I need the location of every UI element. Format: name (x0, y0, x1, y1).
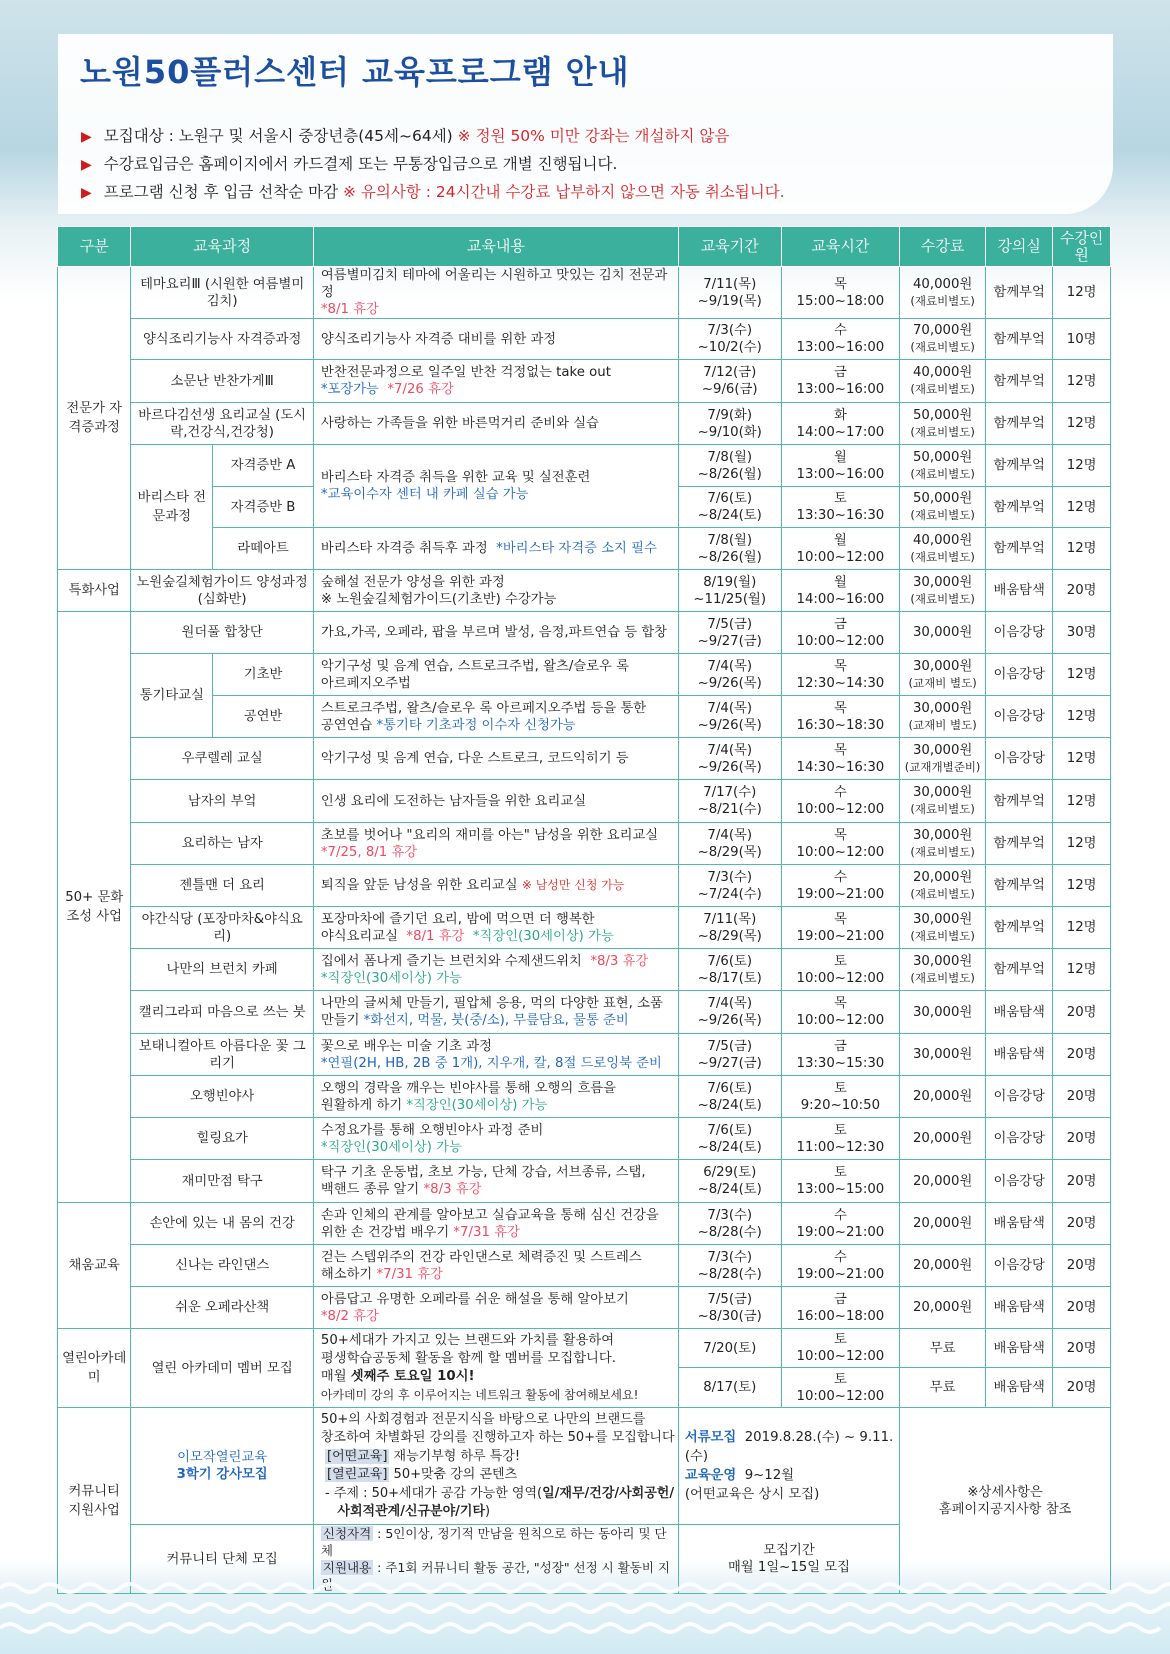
capacity: 12명 (1053, 360, 1111, 403)
bullet-note: ※ 정원 50% 미만 강좌는 개설하지 않음 (457, 127, 730, 145)
course-content: 아름답고 유명한 오페라를 쉬운 해설을 통해 알아보기 *8/2 휴강 (313, 1287, 678, 1329)
period: 7/4(목) ~9/26(목) (678, 654, 781, 696)
fee: 20,000원 (900, 1287, 986, 1329)
room: 이음강당 (986, 696, 1053, 738)
capacity: 12명 (1053, 823, 1111, 865)
capacity: 12명 (1053, 738, 1111, 780)
course-content: 숲해설 전문가 양성을 위한 과정 ※ 노원숲길체험가이드(기초반) 수강가능 (313, 570, 678, 612)
capacity: 12명 (1053, 267, 1111, 319)
period: 7/6(토) ~8/24(토) (678, 1118, 781, 1160)
fee: 20,000원 (900, 1245, 986, 1287)
course-content: 초보를 벗어나 "요리의 재미를 아는" 남성을 위한 요리교실 *7/25, 8/1 휴강 (313, 823, 678, 865)
time: 토 9:20~10:50 (781, 1076, 900, 1118)
course-name: 보태니컬아트 아름다운 꽃 그리기 (131, 1034, 313, 1076)
table-row (58, 696, 1111, 738)
col-fee: 수강료 (900, 227, 986, 267)
program-table (57, 226, 1111, 1594)
table-row (58, 360, 1111, 403)
period: 7/3(수) ~10/2(수) (678, 319, 781, 360)
course-content: 악기구성 및 음계 연습, 다운 스트로크, 코드익히기 등 (313, 738, 678, 780)
col-room: 강의실 (986, 227, 1053, 267)
wave-decoration (0, 1578, 1170, 1654)
course-content: 탁구 기초 운동법, 초보 가능, 단체 강습, 서브종류, 스탭, 백핸드 종류 알기 *8/3 휴강 (313, 1160, 678, 1203)
room: 함께부엌 (986, 949, 1053, 991)
room: 이음강당 (986, 612, 1053, 654)
time: 토 10:00~12:00 (781, 1368, 900, 1408)
course-name: 우쿠렐레 교실 (131, 738, 313, 780)
capacity: 20명 (1053, 1287, 1111, 1329)
fee: 30,000원 (900, 612, 986, 654)
table-row (58, 865, 1111, 907)
time: 월 10:00~12:00 (781, 528, 900, 570)
fee: 40,000원 (재료비별도) (900, 267, 986, 319)
time: 수 19:00~21:00 (781, 1203, 900, 1245)
course-content: 집에서 폼나게 즐기는 브런치와 수제샌드위치 *8/3 휴강 *직장인(30세이상) 가능 (313, 949, 678, 991)
table-row (58, 528, 1111, 570)
capacity: 12명 (1053, 949, 1111, 991)
course-content: 포장마차에 즐기던 요리, 밤에 먹으면 더 행복한 야식요리교실 *8/1 휴강 *직장인(30세이상) 가능 (313, 907, 678, 949)
table-row (58, 403, 1111, 445)
room: 함께부엌 (986, 319, 1053, 360)
room: 배움탐색 (986, 991, 1053, 1034)
subgroup-label: 통기타교실 (131, 654, 213, 738)
capacity: 20명 (1053, 1034, 1111, 1076)
time: 금 13:00~16:00 (781, 360, 900, 403)
course-content: 50+세대가 가지고 있는 브랜드와 가치를 활용하여 평생학습공동체 활동을 함께 할 멤버를 모집합니다. 매월 셋째주 토요일 10시! 아카데미 강의 후 이루어지는 네트워크 활동에 참여해보세요! (313, 1329, 678, 1408)
bullet-note: ※ 유의사항 : 24시간내 수강료 납부하지 않으면 자동 취소됩니다. (342, 183, 785, 201)
table-row (58, 1287, 1111, 1329)
bullet-1 (81, 124, 729, 146)
room: 배움탐색 (986, 1287, 1053, 1329)
fee: 20,000원 (재료비별도) (900, 865, 986, 907)
course-name: 자격증반 B (213, 487, 314, 528)
period: 7/11(목) ~8/29(목) (678, 907, 781, 949)
period: 7/9(화) ~9/10(화) (678, 403, 781, 445)
capacity: 20명 (1053, 991, 1111, 1034)
course-name: 기초반 (213, 654, 314, 696)
table-row (58, 1160, 1111, 1203)
course-content: 오행의 경락을 깨우는 빈야사를 통해 오행의 흐름을 원활하게 하기 *직장인(30세이상) 가능 (313, 1076, 678, 1118)
fee: 40,000원 (재료비별도) (900, 528, 986, 570)
course-content: 여름별미김치 테마에 어울리는 시원하고 맛있는 김치 전문과정 *8/1 휴강 (313, 267, 678, 319)
course-name: 커뮤니티 단체 모집 (131, 1525, 313, 1594)
course-content: 인생 요리에 도전하는 남자들을 위한 요리교실 (313, 780, 678, 823)
course-name: 라떼아트 (213, 528, 314, 570)
table-row (58, 991, 1111, 1034)
page-title: 노원50플러스센터 교육프로그램 안내 (80, 53, 630, 91)
fee: 40,000원 (재료비별도) (900, 360, 986, 403)
col-time: 교육시간 (781, 227, 900, 267)
period: 7/17(수) ~8/21(수) (678, 780, 781, 823)
room: 배움탐색 (986, 1329, 1053, 1368)
fee: 30,000원 (재료비별도) (900, 823, 986, 865)
time: 목 10:00~12:00 (781, 991, 900, 1034)
course-name: 노원숲길체험가이드 양성과정 (심화반) (131, 570, 313, 612)
group-label: 특화사업 (58, 570, 131, 612)
period: 7/3(수) ~8/28(수) (678, 1203, 781, 1245)
table-row (58, 1329, 1111, 1368)
capacity: 20명 (1053, 1076, 1111, 1118)
room: 이음강당 (986, 654, 1053, 696)
capacity: 12명 (1053, 487, 1111, 528)
group-label: 50+ 문화조성 사업 (58, 612, 131, 1203)
fee: 30,000원 (재료비별도) (900, 570, 986, 612)
course-name: 젠틀맨 더 요리 (131, 865, 313, 907)
table-row (58, 654, 1111, 696)
time: 수 10:00~12:00 (781, 780, 900, 823)
course-content: 바리스타 자격증 취득을 위한 교육 및 실전훈련 *교육이수자 센터 내 카페 실습 가능 (313, 445, 678, 528)
period: 7/5(금) ~9/27(금) (678, 612, 781, 654)
bullet-text: 모집대상 : 노원구 및 서울시 중장년층(45세~64세) (103, 127, 453, 145)
table-row (58, 570, 1111, 612)
period: 7/12(금) ~9/6(금) (678, 360, 781, 403)
table-row (58, 1118, 1111, 1160)
time: 목 12:30~14:30 (781, 654, 900, 696)
room: 함께부엌 (986, 780, 1053, 823)
room: 이음강당 (986, 738, 1053, 780)
room: 함께부엌 (986, 907, 1053, 949)
col-content: 교육내용 (313, 227, 678, 267)
period: 7/5(금) ~9/27(금) (678, 1034, 781, 1076)
course-name: 이모작열린교육 3학기 강사모집 (131, 1408, 313, 1525)
fee: 30,000원 (교재비 별도) (900, 696, 986, 738)
room: 함께부엌 (986, 487, 1053, 528)
course-content: 바리스타 자격증 취득후 과정 *바리스타 자격증 소지 필수 (313, 528, 678, 570)
fee: 50,000원 (재료비별도) (900, 445, 986, 487)
capacity: 20명 (1053, 1368, 1111, 1408)
course-name: 나만의 브런치 카페 (131, 949, 313, 991)
period: 7/5(금) ~8/30(금) (678, 1287, 781, 1329)
fee: 50,000원 (재료비별도) (900, 403, 986, 445)
course-name: 손안에 있는 내 몸의 건강 (131, 1203, 313, 1245)
table-row (58, 612, 1111, 654)
capacity: 20명 (1053, 1329, 1111, 1368)
course-name: 테마요리Ⅲ (시원한 여름별미김치) (131, 267, 313, 319)
col-period: 교육기간 (678, 227, 781, 267)
capacity: 12명 (1053, 445, 1111, 487)
course-name: 오행빈야사 (131, 1076, 313, 1118)
course-content: 꽃으로 배우는 미술 기초 과정 *연필(2H, HB, 2B 중 1개), 지우개, 칼, 8절 드로잉북 준비 (313, 1034, 678, 1076)
capacity: 12명 (1053, 907, 1111, 949)
period: 7/11(목) ~9/19(목) (678, 267, 781, 319)
fee: 30,000원 (교재개별준비) (900, 738, 986, 780)
bullet-text: 수강료입금은 홈페이지에서 카드결제 또는 무통장입금으로 개별 진행됩니다. (103, 155, 618, 173)
course-content: 수정요가를 통해 오행빈야사 과정 준비 *직장인(30세이상) 가능 (313, 1118, 678, 1160)
capacity: 12명 (1053, 528, 1111, 570)
period: 6/29(토) ~8/24(토) (678, 1160, 781, 1203)
time: 목 14:30~16:30 (781, 738, 900, 780)
course-content: 사랑하는 가족들을 위한 바른먹거리 준비와 실습 (313, 403, 678, 445)
capacity: 12명 (1053, 654, 1111, 696)
course-name: 힐링요가 (131, 1118, 313, 1160)
capacity: 12명 (1053, 780, 1111, 823)
room: 함께부엌 (986, 528, 1053, 570)
fee: 30,000원 (900, 991, 986, 1034)
room: 이음강당 (986, 1118, 1053, 1160)
capacity: 30명 (1053, 612, 1111, 654)
capacity: 20명 (1053, 1203, 1111, 1245)
room: 함께부엌 (986, 360, 1053, 403)
fee: 20,000원 (900, 1076, 986, 1118)
capacity: 20명 (1053, 1160, 1111, 1203)
bullet-text: 프로그램 신청 후 입금 선착순 마감 (103, 183, 339, 201)
period: 7/6(토) ~8/17(토) (678, 949, 781, 991)
col-cat: 구분 (58, 227, 131, 267)
course-content: 가요,가곡, 오페라, 팝을 부르며 발성, 음정,파트연습 등 합창 (313, 612, 678, 654)
course-name: 캘리그라피 마음으로 쓰는 붓 (131, 991, 313, 1034)
course-name: 공연반 (213, 696, 314, 738)
time: 월 14:00~16:00 (781, 570, 900, 612)
time: 화 14:00~17:00 (781, 403, 900, 445)
detail-note: ※상세사항은 홈페이지공지사항 참조 (900, 1408, 1111, 1594)
time: 목 15:00~18:00 (781, 267, 900, 319)
capacity: 12명 (1053, 696, 1111, 738)
bullet-3 (81, 180, 785, 202)
capacity: 20명 (1053, 1118, 1111, 1160)
time: 토 10:00~12:00 (781, 949, 900, 991)
fee: 20,000원 (900, 1118, 986, 1160)
table-row (58, 1076, 1111, 1118)
period: 7/4(목) ~9/26(목) (678, 696, 781, 738)
course-name: 요리하는 남자 (131, 823, 313, 865)
fee: 50,000원 (재료비별도) (900, 487, 986, 528)
fee: 30,000원 (재료비별도) (900, 780, 986, 823)
time: 수 13:00~16:00 (781, 319, 900, 360)
fee: 무료 (900, 1368, 986, 1408)
course-content: 신청자격 : 5인이상, 정기적 만남을 원칙으로 하는 동아리 및 단체 지원내용 : 주1회 커뮤니티 활동 공간, "성장" 선정 시 활동비 지원 (313, 1525, 678, 1594)
room: 배움탐색 (986, 1368, 1053, 1408)
period: 7/6(토) ~8/24(토) (678, 487, 781, 528)
course-content: 반찬전문과정으로 일주일 반찬 걱정없는 take out *포장가능 *7/26 휴강 (313, 360, 678, 403)
course-name: 소문난 반찬가게Ⅲ (131, 360, 313, 403)
course-name: 야간식당 (포장마차&야식요리) (131, 907, 313, 949)
fee: 30,000원 (재료비별도) (900, 949, 986, 991)
recruit-info: 서류모집 2019.8.28.(수) ~ 9.11.(수) 교육운영 9~12월 (어떤교육은 상시 모집) (678, 1408, 899, 1525)
time: 수 19:00~21:00 (781, 865, 900, 907)
table-row (58, 1408, 1111, 1525)
table-row (58, 319, 1111, 360)
period: 7/4(목) ~9/26(목) (678, 738, 781, 780)
period: 8/17(토) (678, 1368, 781, 1408)
room: 함께부엌 (986, 403, 1053, 445)
period: 7/4(목) ~9/26(목) (678, 991, 781, 1034)
period: 7/8(월) ~8/26(월) (678, 445, 781, 487)
course-name: 쉬운 오페라산책 (131, 1287, 313, 1329)
table-row (58, 267, 1111, 319)
time: 금 16:00~18:00 (781, 1287, 900, 1329)
room: 함께부엌 (986, 267, 1053, 319)
room: 이음강당 (986, 1245, 1053, 1287)
fee: 30,000원 (재료비별도) (900, 907, 986, 949)
triangle-icon: ▶ (81, 129, 92, 145)
room: 배움탐색 (986, 1034, 1053, 1076)
capacity: 20명 (1053, 1245, 1111, 1287)
course-name: 자격증반 A (213, 445, 314, 487)
room: 함께부엌 (986, 823, 1053, 865)
subgroup-label: 바리스타 전문과정 (131, 445, 213, 570)
time: 목 19:00~21:00 (781, 907, 900, 949)
fee: 무료 (900, 1329, 986, 1368)
course-name: 열린 아카데미 멤버 모집 (131, 1329, 313, 1408)
group-label: 전문가 자격증과정 (58, 267, 131, 570)
capacity: 12명 (1053, 403, 1111, 445)
course-name: 바르다김선생 요리교실 (도시락,건강식,건강청) (131, 403, 313, 445)
period: 7/3(수) ~7/24(수) (678, 865, 781, 907)
course-name: 신나는 라인댄스 (131, 1245, 313, 1287)
period: 7/3(수) ~8/28(수) (678, 1245, 781, 1287)
room: 이음강당 (986, 1160, 1053, 1203)
fee: 30,000원 (교재비 별도) (900, 654, 986, 696)
capacity: 12명 (1053, 865, 1111, 907)
table-row (58, 949, 1111, 991)
table-row (58, 445, 1111, 487)
fee: 70,000원 (재료비별도) (900, 319, 986, 360)
time: 토 13:30~16:30 (781, 487, 900, 528)
bullet-2 (81, 152, 617, 174)
course-content: 손과 인체의 관계를 알아보고 실습교육을 통해 심신 건강을 위한 손 건강법 배우기 *7/31 휴강 (313, 1203, 678, 1245)
time: 금 13:30~15:30 (781, 1034, 900, 1076)
fee: 20,000원 (900, 1160, 986, 1203)
course-content: 50+의 사회경험과 전문지식을 바탕으로 나만의 브랜드를 창조하여 차별화된 강의를 진행하고자 하는 50+를 모집합니다 [어떤교육] 재능기부형 하루 특강! [열린교육] 50+맞춤 강의 콘텐츠 - 주제 : 50+세대가 공감 가능한 영역(일/재무/건강/사회공헌/ 사회적관계/신규분야/기타) (313, 1408, 678, 1525)
time: 토 10:00~12:00 (781, 1329, 900, 1368)
recruit-period: 모집기간 매월 1일~15일 모집 (678, 1525, 899, 1594)
time: 토 11:00~12:30 (781, 1118, 900, 1160)
course-name: 원더풀 합창단 (131, 612, 313, 654)
table-row (58, 780, 1111, 823)
time: 토 13:00~15:00 (781, 1160, 900, 1203)
group-label: 커뮤니티 지원사업 (58, 1408, 131, 1594)
period: 7/20(토) (678, 1329, 781, 1368)
table-row (58, 738, 1111, 780)
table-row (58, 823, 1111, 865)
time: 수 19:00~21:00 (781, 1245, 900, 1287)
table-row (58, 1034, 1111, 1076)
time: 금 10:00~12:00 (781, 612, 900, 654)
time: 월 13:00~16:00 (781, 445, 900, 487)
period: 7/8(월) ~8/26(월) (678, 528, 781, 570)
course-content: 걷는 스텝위주의 건강 라인댄스로 체력증진 및 스트레스 해소하기 *7/31 휴강 (313, 1245, 678, 1287)
fee: 30,000원 (900, 1034, 986, 1076)
table-row (58, 907, 1111, 949)
table-row (58, 1203, 1111, 1245)
course-content: 양식조리기능사 자격증 대비를 위한 과정 (313, 319, 678, 360)
period: 7/4(목) ~8/29(목) (678, 823, 781, 865)
col-course: 교육과정 (131, 227, 313, 267)
capacity: 10명 (1053, 319, 1111, 360)
course-name: 재미만점 탁구 (131, 1160, 313, 1203)
time: 목 16:30~18:30 (781, 696, 900, 738)
triangle-icon: ▶ (81, 157, 92, 173)
table-row (58, 1245, 1111, 1287)
course-content: 스트로크주법, 왈츠/슬로우 록 아르페지오주법 등을 통한 공연연습 *통기타 기초과정 이수자 신청가능 (313, 696, 678, 738)
group-label: 열린아카데미 (58, 1329, 131, 1408)
room: 이음강당 (986, 1076, 1053, 1118)
fee: 20,000원 (900, 1203, 986, 1245)
room: 배움탐색 (986, 1203, 1053, 1245)
time: 목 10:00~12:00 (781, 823, 900, 865)
room: 함께부엌 (986, 445, 1053, 487)
course-content: 퇴직을 앞둔 남성을 위한 요리교실 ※ 남성만 신청 가능 (313, 865, 678, 907)
table-header (58, 227, 1111, 267)
period: 8/19(월) ~11/25(월) (678, 570, 781, 612)
group-label: 채움교육 (58, 1203, 131, 1329)
period: 7/6(토) ~8/24(토) (678, 1076, 781, 1118)
course-content: 나만의 글씨체 만들기, 필압체 응용, 먹의 다양한 표현, 소품 만들기 *화선지, 먹물, 붓(중/소), 무릎담요, 물통 준비 (313, 991, 678, 1034)
course-name: 남자의 부엌 (131, 780, 313, 823)
room: 배움탐색 (986, 570, 1053, 612)
course-name: 양식조리기능사 자격증과정 (131, 319, 313, 360)
triangle-icon: ▶ (81, 185, 92, 201)
capacity: 20명 (1053, 570, 1111, 612)
col-cap: 수강인원 (1053, 227, 1111, 267)
course-content: 악기구성 및 음계 연습, 스트로크주법, 왈츠/슬로우 록 아르페지오주법 (313, 654, 678, 696)
room: 함께부엌 (986, 865, 1053, 907)
